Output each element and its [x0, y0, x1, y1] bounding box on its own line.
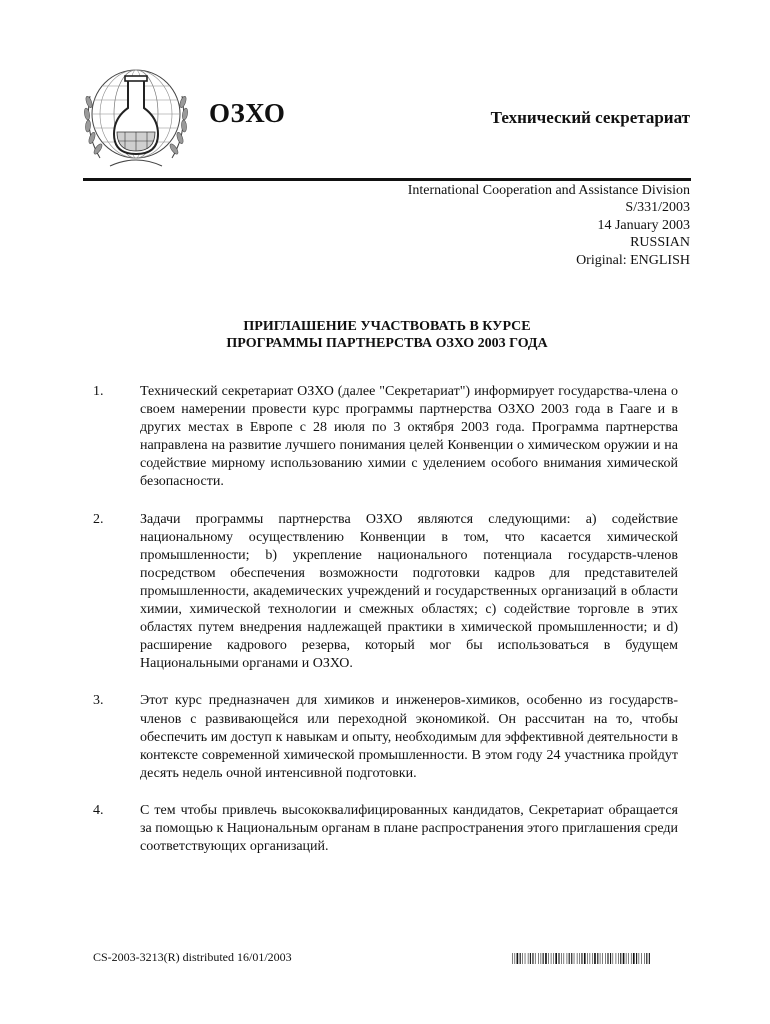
barcode-bar [649, 953, 650, 964]
barcode-bar [626, 953, 627, 964]
division-name: International Cooperation and Assistance Division [407, 183, 690, 198]
barcode-bar [535, 953, 536, 964]
barcode-bar [641, 953, 642, 964]
paragraph-number: 1. [93, 384, 104, 399]
barcode-bar [639, 953, 640, 964]
barcode-bar [623, 953, 625, 964]
barcode-bar [553, 953, 554, 964]
barcode-bar [590, 953, 591, 964]
original-language: Original: ENGLISH [576, 252, 690, 268]
body-paragraphs [93, 383, 678, 875]
barcode-bar [600, 953, 601, 964]
barcode-bar [545, 953, 547, 964]
barcode-icon [512, 953, 650, 964]
barcode-bar [530, 953, 531, 964]
title-line-1: ПРИГЛАШЕНИЕ УЧАСТВОВАТЬ В КУРСЕ [243, 319, 531, 334]
barcode-bar [555, 953, 557, 964]
opcw-emblem-icon [80, 62, 192, 174]
paragraph-number: 2. [93, 511, 104, 527]
barcode-bar [541, 953, 542, 964]
paragraph [93, 802, 678, 856]
document-title [83, 318, 691, 352]
barcode-bar [543, 953, 544, 964]
barcode-bar [636, 953, 637, 964]
barcode-bar [538, 953, 539, 964]
paragraph-number: 4. [93, 802, 104, 818]
secretariat-title: Технический секретариат [490, 108, 690, 127]
paragraph-text: Этот курс предназначен для химиков и инженеров-химиков, особенно из государств-членов с развивающейся или переходной экономикой. Он рассчитан на то, чтобы обеспечить им доступ к навыкам и опыту, необходимым для эффективной деятельности в контексте современной химической промышленности. В этом году 24 участника пройдут десять недель очной интенсивной подготовки. [140, 693, 678, 781]
barcode-bar [633, 953, 635, 964]
barcode-bar [592, 953, 593, 964]
organization-name: ОЗХО [209, 98, 286, 128]
barcode-bar [594, 953, 596, 964]
barcode-bar [618, 953, 619, 964]
barcode-bar [567, 953, 568, 964]
paragraph-text: Задачи программы партнерства ОЗХО являются следующими: a) содействие национальному осуществлению Конвенции в том, что касается химической промышленности; b) укрепление национального потенциала государств-членов посредством обеспечения возможности подготовки кадров для представителей промышленности, академических учреждений и государственных организаций в области химии, химической технологии и смежных областях; c) содействие торговле в этих областях путем внедрения надлежащей практики в химической промышленности; и d) расширение кадрового резерва, который мог бы использоваться в будущем Национальными органами и ОЗХО. [140, 511, 678, 672]
barcode-bar [548, 953, 549, 964]
barcode-bar [569, 953, 570, 964]
paragraph-text: Технический секретариат ОЗХО (далее "Секретариат") информирует государства-члена о своем намерении провести курс программы партнерства ОЗХО 2003 года в Гааге и в других местах в Европе с 28 июля по 3 октября 2003 года. Программа партнерства направлена на развитие лучшего понимания целей Конвенции о химическом оружии и на содействие мирному использованию химии с уделением особого внимания химической безопасности. [140, 384, 678, 490]
paragraph [93, 692, 678, 782]
barcode-bar [610, 953, 611, 964]
barcode-bar [574, 953, 575, 964]
distribution-note: CS-2003-3213(R) distributed 16/01/2003 [93, 950, 292, 964]
document-metadata [408, 182, 690, 269]
barcode-bar [558, 953, 559, 964]
barcode-bar [628, 953, 629, 964]
barcode-bar [577, 953, 578, 964]
barcode-bar [561, 953, 562, 964]
barcode-bar [579, 953, 580, 964]
paragraph [93, 511, 678, 674]
barcode-bar [597, 953, 598, 964]
header-divider [83, 178, 691, 181]
barcode-bar [525, 953, 526, 964]
barcode-bar [564, 953, 565, 964]
barcode-bar [607, 953, 608, 964]
barcode-bar [584, 953, 586, 964]
barcode-bar [581, 953, 582, 964]
document-date: 14 January 2003 [597, 217, 690, 233]
title-line-2: ПРОГРАММЫ ПАРТНЕРСТВА ОЗХО 2003 ГОДА [226, 336, 548, 351]
barcode-bar [616, 953, 617, 964]
barcode-bar [515, 953, 516, 964]
barcode-bar [512, 953, 513, 964]
barcode-bar [631, 953, 632, 964]
barcode-bar [551, 953, 552, 964]
barcode-bar [571, 953, 572, 964]
barcode-bar [587, 953, 588, 964]
paragraph-text: С тем чтобы привлечь высококвалифицированных кандидатов, Секретариат обращается за помощью к Национальным органам в плане распространения этого приглашения среди соответствующих организаций. [140, 802, 678, 855]
barcode-bar [528, 953, 529, 964]
barcode-bar [644, 953, 645, 964]
barcode-bar [522, 953, 523, 964]
document-number: S/331/2003 [625, 200, 690, 216]
document-language: RUSSIAN [630, 235, 690, 251]
barcode-bar [602, 953, 603, 964]
paragraph [93, 383, 678, 492]
barcode-bar [520, 953, 521, 964]
barcode-bar [517, 953, 519, 964]
barcode-bar [646, 953, 647, 964]
barcode-bar [620, 953, 621, 964]
barcode-bar [613, 953, 614, 964]
barcode-bar [605, 953, 606, 964]
paragraph-number: 3. [93, 693, 104, 709]
barcode-bar [532, 953, 533, 964]
